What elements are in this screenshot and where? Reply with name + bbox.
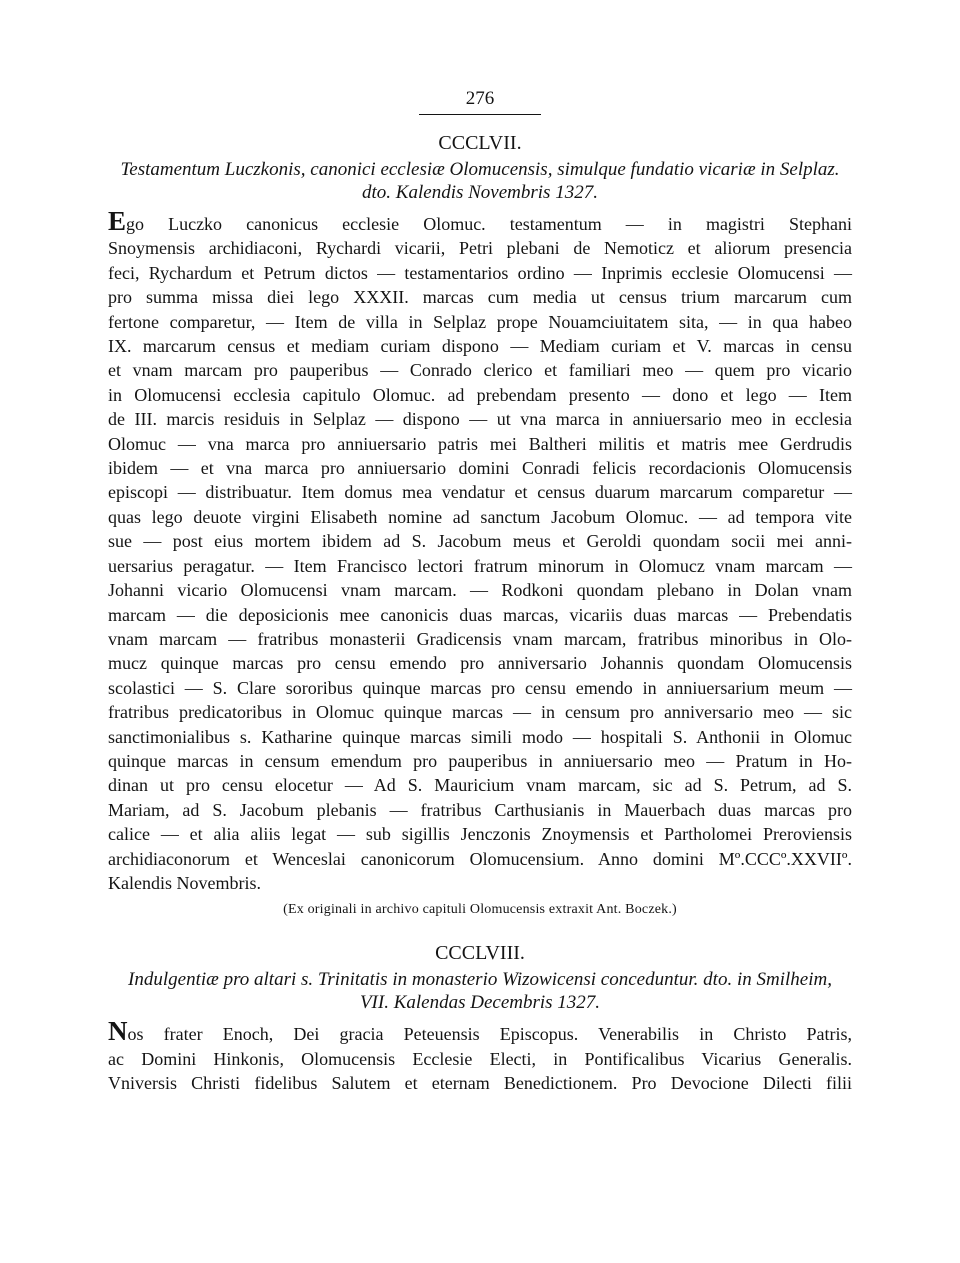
body-line: Olomuc — vna marca pro anniuersario patris mei Baltheri militis et matris mee Gerdrudis (108, 433, 852, 454)
document-body (108, 1016, 852, 1095)
body-line: in Olomucensi ecclesia capitulo Olomuc. ad prebendam presento — dono et lego — Item (108, 384, 852, 405)
body-line: Mariam, ad S. Jacobum plebanis — fratribus Carthusianis in Mauerbach duas marcas pro (108, 799, 852, 820)
body-line: Ego Luczko canonicus ecclesie Olomuc. testamentum — in magistri Stephani (108, 206, 852, 236)
body-line: dinan ut pro censu elocetur — Ad S. Mauricium vnam marcam, sic ad S. Petrum, ad S. (108, 775, 852, 796)
document-number: CCCLVII. (438, 132, 522, 154)
body-line: marcam — die deposicionis mee canonicis duas marcas, vicariis duas marcas — Prebendatis (108, 604, 852, 625)
document-date-line: dto. Kalendis Novembris 1327. (362, 182, 598, 203)
document-number: CCCLVIII. (435, 942, 525, 965)
body-line: quas lego deuote virgini Elisabeth nomine ad sanctum Jacobum Olomuc. — ad tempora vite (108, 506, 852, 527)
initial-letter: N (108, 1016, 128, 1047)
body-line: pro summa missa diei lego XXXII. marcas cum media ut census trium marcarum cum (108, 287, 852, 308)
body-line: ac Domini Hinkonis, Olomucensis Ecclesie Electi, in Pontificalibus Vicarius Generalis. (108, 1048, 852, 1069)
document-title (108, 158, 852, 204)
document-title (108, 968, 852, 1014)
body-line: scolastici — S. Clare sororibus quinque marcas pro censu emendo in anniuersarium meum — (108, 677, 852, 698)
document-title-line: Indulgentiæ pro altari s. Trinitatis in monasterio Wizowicensi conceduntur. dto. in Smilheim, (128, 969, 832, 991)
body-line: quinque marcas in censum emendum pro pauperibus in anniuersario meo — Pratum in Ho- (108, 750, 852, 771)
body-line: Snoymensis archidiaconi, Rychardi vicarii, Petri plebani de Nemoticz et aliorum presencia (108, 238, 852, 259)
body-line: ibidem — et vna marca pro anniuersario domini Conradi felicis recordacionis Olomucensis (108, 458, 852, 479)
body-line: sue — post eius mortem ibidem ad S. Jacobum meus et Geroldi quondam socii mei anni- (108, 531, 852, 552)
body-line: uersarius peragatur. — Item Francisco lectori fratrum minorum in Olomucz vnam marcam — (108, 555, 852, 576)
source-note: (Ex originali in archivo capituli Olomucensis extraxit Ant. Boczek.) (283, 902, 677, 918)
body-line: episcopi — distribuatur. Item domus mea vendatur et census duarum marcarum comparetur — (108, 482, 852, 503)
document-ccclvii (108, 131, 852, 919)
body-line: IX. marcarum census et mediam curiam dispono — Mediam curiam et V. marcas in censu (108, 336, 852, 357)
body-line: et vnam marcam pro pauperibus — Conrado clerico et familiari meo — quem pro vicario (108, 360, 852, 381)
body-line: archidiaconorum et Wenceslai canonicorum Olomucensium. Anno domini Mº.CCCº.XXVIIº. (108, 848, 852, 869)
body-line: Johanni vicario Olomucensi vnam marcam. — Rodkoni quondam plebano in Dolan vnam (108, 580, 852, 601)
document-ccclviii (108, 941, 852, 1095)
body-line: calice — et alia aliis legat — sub sigillis Jenczonis Znoymensis et Partholomei Preroviensis (108, 824, 852, 845)
body-line: feci, Rychardum et Petrum dictos — testamentarios ordino — Inprimis ecclesie Olomucensi — (108, 262, 852, 283)
page-number-rule (419, 114, 541, 115)
document-body (108, 206, 852, 895)
body-line: fertone comparetur, — Item de villa in Selplaz prope Nouamciuitatem sita, — in qua habeo (108, 311, 852, 332)
body-line: de III. marcis residuis in Selplaz — dispono — ut vna marca in anniuersario meo in ecclesia (108, 409, 852, 430)
body-line: Kalendis Novembris. (108, 872, 261, 893)
body-line: Vniversis Christi fidelibus Salutem et eternam Benedictionem. Pro Devocione Dilecti filii (108, 1073, 852, 1094)
body-line: Nos frater Enoch, Dei gracia Peteuensis Episcopus. Venerabilis in Christo Patris, (108, 1016, 852, 1047)
initial-letter: E (108, 206, 127, 236)
document-page (108, 88, 852, 1096)
page-number: 276 (465, 88, 495, 109)
document-title-line: Testamentum Luczkonis, canonici ecclesiæ Olomucensis, simulque fundatio vicariæ in Selplaz. (120, 159, 840, 180)
body-line: vnam marcam — fratribus monasterii Gradicensis vnam marcam, fratribus minoribus in Olo- (108, 628, 852, 649)
document-date-line: VII. Kalendas Decembris 1327. (359, 992, 601, 1014)
body-line: sanctimonialibus s. Katharine quinque marcas simili modo — hospitali S. Anthonii in Olomuc (108, 726, 852, 747)
body-line: fratribus predicatoribus in Olomuc quinque marcas — in censum pro anniversario meo — sic (108, 702, 852, 723)
body-line: mucz quinque marcas pro censu emendo pro anniversario Johannis quondam Olomucensis (108, 653, 852, 674)
